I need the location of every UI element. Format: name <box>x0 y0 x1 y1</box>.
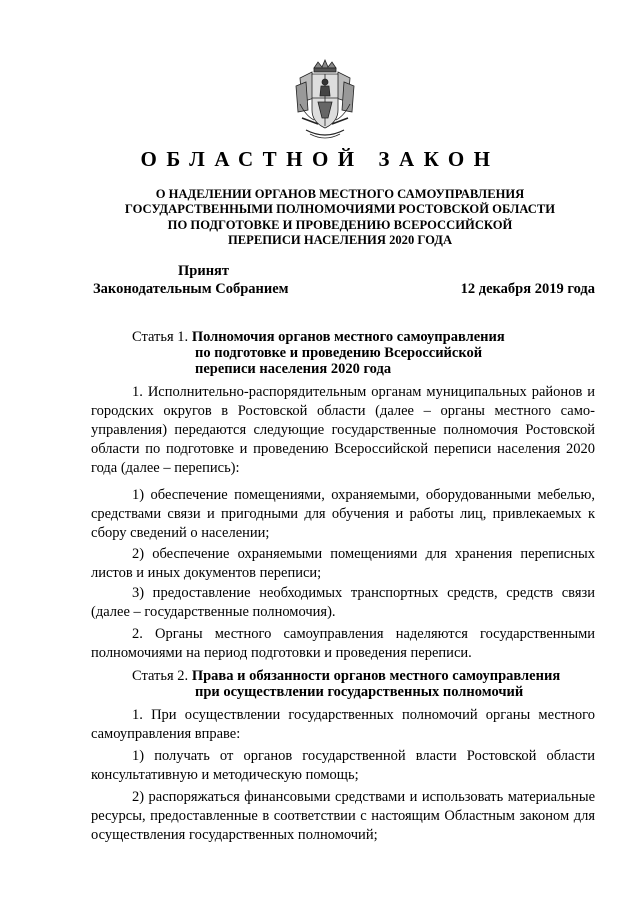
rostov-oblast-coat-of-arms-icon <box>292 58 358 140</box>
article-2-paragraph: 1) получать от органов государственной власти Ростовской области консультативную и методическую помощь; <box>91 748 595 783</box>
article-1-number: Статья 1. <box>132 329 189 345</box>
article-1-paragraph: 1) обеспечение помещениями, охраняемыми, оборудованными мебелью, средствами связи и пригодными для обучения и работы лиц, привлекаемых к сбору сведений о населении; <box>91 487 595 541</box>
law-title <box>80 187 600 249</box>
article-1-paragraph: 3) предоставление необходимых транспортных средств, средств связи (далее – государственные полномочия). <box>91 585 595 620</box>
law-type-heading: ОБЛАСТНОЙ ЗАКОН <box>140 147 500 171</box>
article-2-number: Статья 2. <box>132 668 189 684</box>
adopted-label: Принят <box>178 263 230 279</box>
adopted-date: 12 декабря 2019 года <box>460 281 595 297</box>
article-1-heading <box>132 329 505 378</box>
article-1-title-line: Полномочия органов местного самоуправления <box>191 329 505 345</box>
law-title-line: ПО ПОДГОТОВКЕ И ПРОВЕДЕНИЮ ВСЕРОССИЙСКОЙ <box>167 217 513 232</box>
article-2-title-line: Права и обязанности органов местного самоуправления <box>191 668 561 684</box>
law-title-line: О НАДЕЛЕНИИ ОРГАНОВ МЕСТНОГО САМОУПРАВЛЕНИЯ <box>155 187 525 201</box>
article-1-paragraph: 2) обеспечение охраняемыми помещениями для хранения переписных листов и иных документов переписи; <box>91 546 595 581</box>
article-2-paragraph: 1. При осуществлении государственных полномочий органы местного самоуправления вправе: <box>91 707 595 742</box>
article-1-title-line: переписи населения 2020 года <box>195 361 392 378</box>
law-title-line: ГОСУДАРСТВЕННЫМИ ПОЛНОМОЧИЯМИ РОСТОВСКОЙ ОБЛАСТИ <box>124 202 556 217</box>
adopted-by: Законодательным Собранием <box>93 281 289 297</box>
article-2-paragraph: 2) распоряжаться финансовыми средствами и использовать материальные ресурсы, предоставленные в соответствии с настоящим Областным законом для осуществления государственных полномочий; <box>91 789 595 843</box>
article-1-paragraph: 2. Органы местного самоуправления наделяются государственными полномочиями на период подготовки и проведения переписи. <box>91 626 595 661</box>
article-1-title-line: по подготовке и проведению Всероссийской <box>195 345 483 362</box>
article-1-paragraph: 1. Исполнительно-распорядительным органам муниципальных районов и городских округов в Ростовской области (далее – органы местного самоуправления) передаются следующие государственные полномочия Ростовской области по подготовке и проведению Всероссийской переписи населения 2020 года (далее – перепись): <box>91 384 595 476</box>
article-2-title-line: при осуществлении государственных полномочий <box>195 684 524 701</box>
law-title-line: ПЕРЕПИСИ НАСЕЛЕНИЯ 2020 ГОДА <box>227 233 453 248</box>
article-2-heading <box>132 668 560 700</box>
